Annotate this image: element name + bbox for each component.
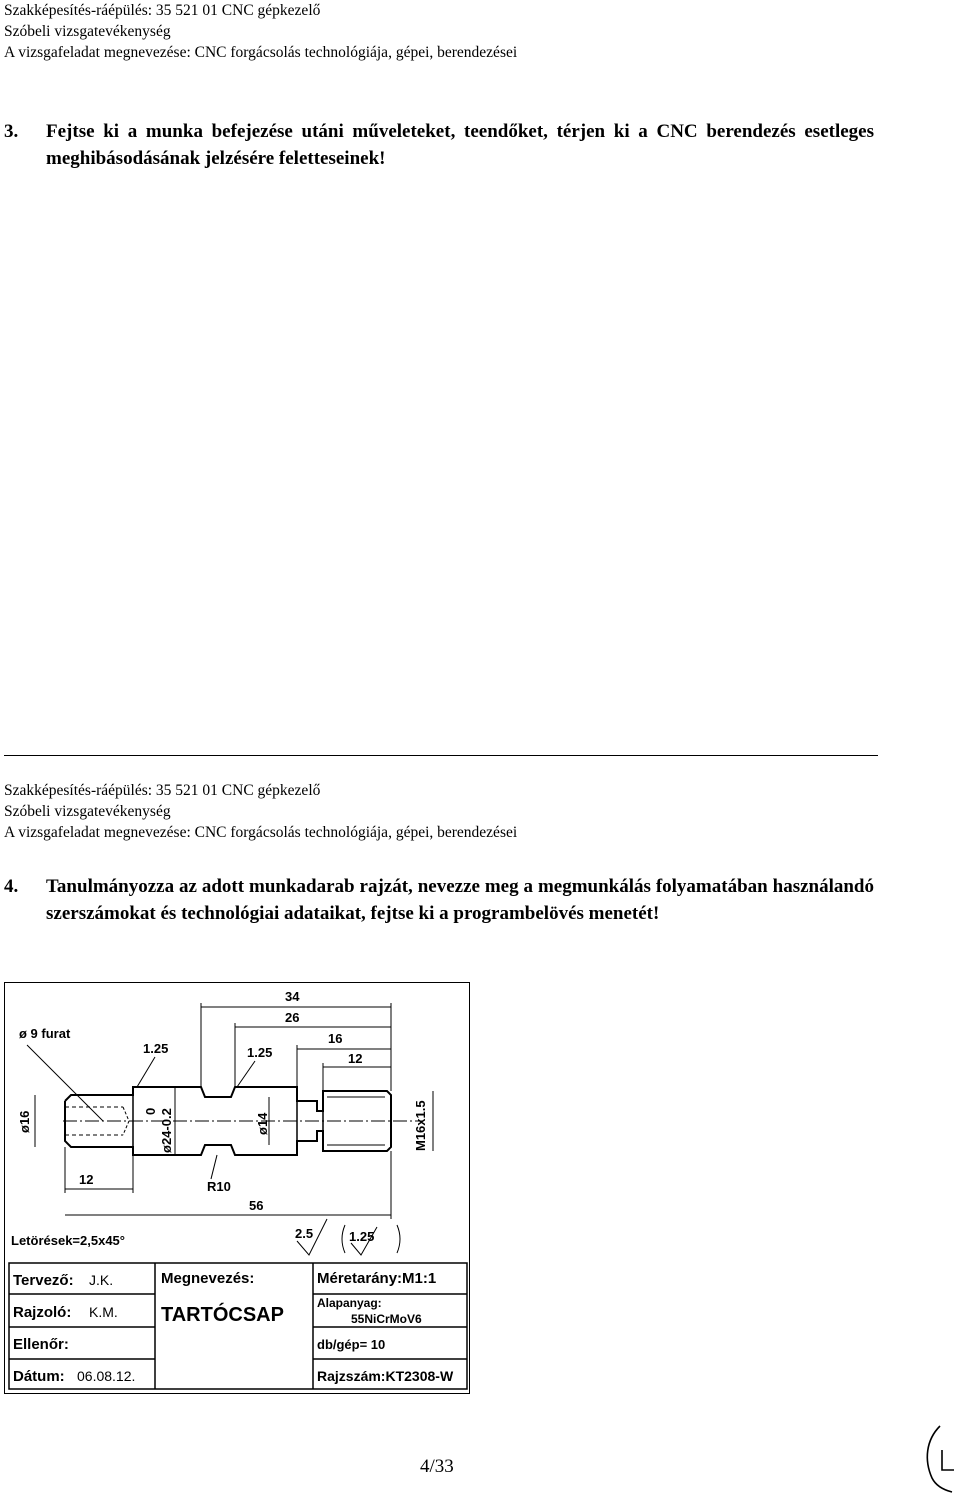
dim-12-top: 12 bbox=[348, 1051, 363, 1066]
roughness-1: 2.5 bbox=[295, 1226, 314, 1241]
header-activity: Szóbeli vizsgatevékenység bbox=[4, 803, 171, 820]
chamfer-left: 1.25 bbox=[143, 1041, 169, 1056]
drafter-label: Rajzoló: bbox=[13, 1304, 72, 1321]
dim-dia14: ø14 bbox=[255, 1112, 270, 1135]
dim-r10: R10 bbox=[207, 1179, 231, 1194]
question-4-number: 4. bbox=[4, 876, 19, 897]
dim-thread: M16x1.5 bbox=[413, 1100, 428, 1151]
dim-12-bottom: 12 bbox=[79, 1172, 94, 1187]
part-drawing-svg bbox=[5, 983, 469, 1393]
drawing-number: Rajzszám:KT2308-W bbox=[317, 1368, 454, 1384]
chamfer-mid: 1.25 bbox=[247, 1045, 273, 1060]
section-divider bbox=[4, 755, 878, 756]
chamfer-leader-left bbox=[137, 1057, 155, 1087]
dim-56: 56 bbox=[249, 1198, 264, 1213]
dim-dia16: ø16 bbox=[17, 1110, 32, 1133]
material-value: 55NiCrMoV6 bbox=[351, 1312, 422, 1326]
quantity: db/gép= 10 bbox=[317, 1337, 386, 1352]
part-name-label: Megnevezés: bbox=[161, 1270, 255, 1287]
label-bore: ø 9 furat bbox=[19, 1026, 71, 1041]
header-activity: Szóbeli vizsgatevékenység bbox=[4, 23, 171, 40]
designer-label: Tervező: bbox=[13, 1272, 74, 1289]
question-3-text: Fejtse ki a munka befejezése utáni műveleteket, teendőket, térjen ki a CNC berendezés esetleges meghibásodásának jelzésére feletteseinek! bbox=[46, 121, 874, 169]
header-qualification: Szakképesítés-ráépülés: 35 521 01 CNC gépkezelő bbox=[4, 2, 321, 19]
header-qualification: Szakképesítés-ráépülés: 35 521 01 CNC gépkezelő bbox=[4, 782, 321, 799]
material-label: Alapanyag: bbox=[317, 1296, 382, 1310]
checker-label: Ellenőr: bbox=[13, 1336, 69, 1353]
dim-dia24-tol: 0 bbox=[143, 1107, 158, 1115]
part-name-value: TARTÓCSAP bbox=[161, 1304, 284, 1326]
chamfer-note: Letörések=2,5x45° bbox=[11, 1233, 125, 1248]
handwritten-mark-icon bbox=[920, 1420, 960, 1500]
dim-16: 16 bbox=[328, 1031, 343, 1046]
r10-leader bbox=[211, 1155, 217, 1179]
question-4-text: Tanulmányozza az adott munkadarab rajzát, nevezze meg a megmunkálás folyamatában használandó szerszámokat és technológiai adataikat, fejtse ki a programbelövés menetét! bbox=[46, 876, 874, 924]
roughness-2: 1.25 bbox=[349, 1229, 375, 1244]
page-number: 4/33 bbox=[420, 1456, 454, 1477]
question-4 bbox=[4, 873, 874, 927]
dim-26: 26 bbox=[285, 1010, 300, 1025]
scale: Méretarány:M1:1 bbox=[317, 1270, 437, 1287]
dim-dia24: ø24-0.2 bbox=[159, 1108, 174, 1153]
question-3-number: 3. bbox=[4, 121, 19, 142]
dim-34: 34 bbox=[285, 989, 300, 1004]
page-header-top bbox=[4, 0, 517, 63]
technical-drawing bbox=[4, 982, 470, 1394]
question-3 bbox=[4, 118, 874, 172]
paren-left bbox=[342, 1225, 345, 1253]
paren-right bbox=[397, 1225, 400, 1253]
drafter-value: K.M. bbox=[89, 1304, 118, 1320]
date-label: Dátum: bbox=[13, 1368, 65, 1385]
page-header-bottom bbox=[4, 780, 517, 843]
designer-value: J.K. bbox=[89, 1272, 114, 1288]
chamfer-leader-mid bbox=[237, 1061, 255, 1087]
date-value: 06.08.12. bbox=[77, 1368, 136, 1384]
header-task-name: A vizsgafeladat megnevezése: CNC forgácsolás technológiája, gépei, berendezései bbox=[4, 44, 518, 61]
header-task-name: A vizsgafeladat megnevezése: CNC forgácsolás technológiája, gépei, berendezései bbox=[4, 824, 518, 841]
